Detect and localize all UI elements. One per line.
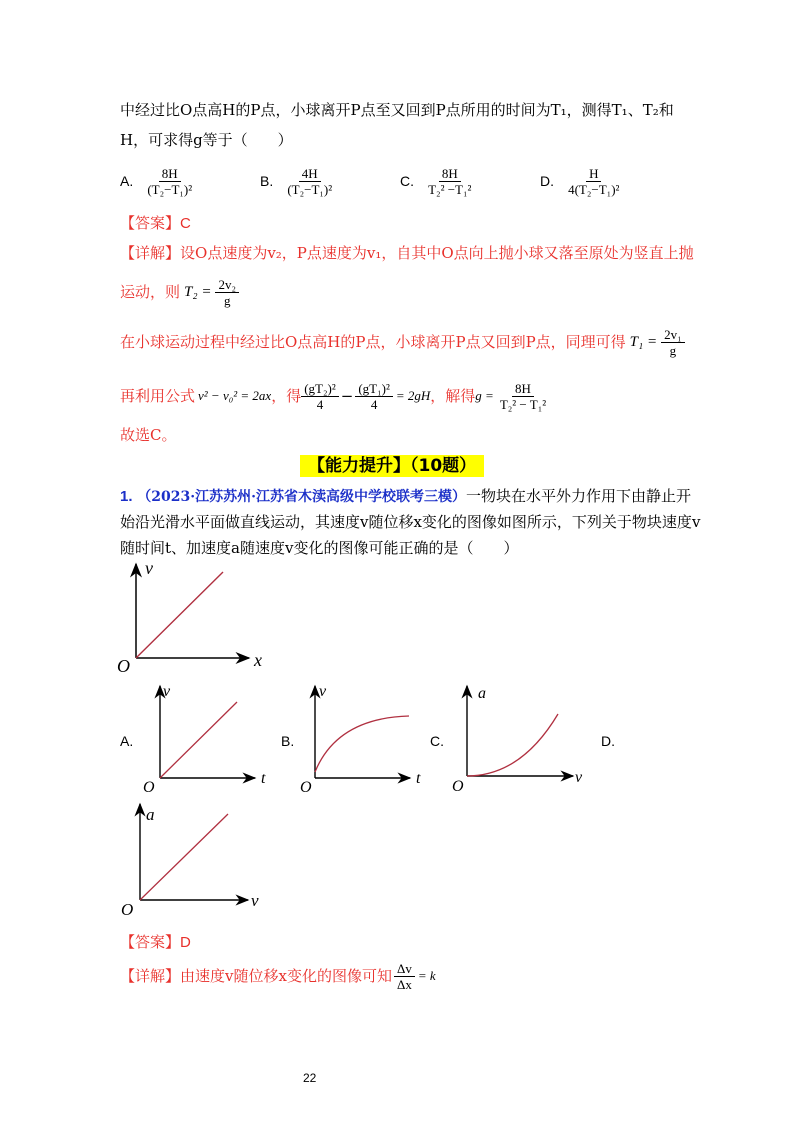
detail-line-1 (120, 243, 694, 263)
q1-answer-line (120, 932, 191, 953)
v-x-line (136, 572, 223, 658)
q1-stem-3: 随时间t、加速度a随速度v变化的图像可能正确的是（ ） (120, 539, 519, 557)
g-den: T₂² − T₁² (499, 396, 547, 412)
detail-text-3-pre: 在小球运动过程中经过比O点高H的P点，小球离开P点又回到P点，同理可得 (120, 333, 626, 351)
conclusion: 故选C。 (120, 426, 177, 444)
graph-b-curve (315, 716, 409, 772)
answer-tag: 【答案】 (120, 214, 181, 232)
graph-d-origin: O (121, 900, 134, 919)
graph-d-y-label: a (146, 805, 155, 824)
section-title (300, 451, 484, 476)
option-d-den: 4(T₂−T₁)² (568, 182, 620, 197)
answer-value: C (180, 215, 191, 232)
f2-den: 4 (370, 396, 378, 412)
f1-den: 4 (316, 396, 324, 412)
option-c-fraction (425, 166, 474, 197)
f1-num: (gT₂)² (301, 381, 339, 397)
minus-sign: − (340, 387, 354, 405)
q1-option-d-label: D. (601, 733, 615, 749)
graph-b-origin: O (300, 779, 312, 796)
q1-source: （2023·江苏苏州·江苏省木渎高级中学校联考三模） (137, 489, 467, 505)
f2-num: (gT₁)² (355, 381, 393, 397)
option-a (120, 166, 195, 197)
graph-c (451, 682, 591, 797)
graph-a-y-label: v (163, 683, 171, 700)
q1-answer-tag: 【答案】 (120, 933, 181, 951)
t1-lhs: T₁ = (629, 334, 658, 350)
problem-text-line-1: 中经过比O点高H的P点，小球离开P点至又回到P点所用的时间为T₁，测得T₁、T₂和 (120, 101, 674, 119)
t1-den: g (669, 342, 677, 358)
graph-d-x-label: v (251, 891, 259, 910)
problem-text-line-2: H，可求得g等于（ ） (120, 131, 293, 149)
v-x-graph (115, 558, 275, 673)
detail-text-2-pre: 运动，则 (120, 283, 181, 301)
q1-option-a-label: A. (120, 733, 134, 749)
q1-detail-num: Δv (394, 961, 415, 977)
g-lhs: g = (475, 388, 494, 403)
q1-detail-den: Δx (396, 976, 412, 992)
q1-line-1 (120, 486, 691, 507)
options-row (120, 158, 680, 204)
graph-c-y-label: a (478, 685, 486, 702)
detail-line-2 (120, 272, 239, 312)
option-a-label: A. (120, 173, 134, 189)
page-number: 22 (303, 1071, 317, 1085)
graph-a-x-label: t (261, 770, 266, 787)
option-c (400, 166, 474, 197)
option-b (260, 166, 335, 197)
option-c-label: C. (400, 173, 414, 189)
option-d (540, 166, 622, 197)
detail-line-3 (120, 322, 685, 362)
q1-detail-tag: 【详解】 (120, 967, 181, 985)
q1-stem-2: 始沿光滑水平面做直线运动，其速度v随位移x变化的图像如图所示，下列关于物块速度v (120, 513, 701, 531)
t2-den: g (223, 292, 231, 308)
graph-b (297, 682, 432, 797)
option-b-num: 4H (299, 166, 321, 182)
f2-fraction (355, 381, 393, 412)
graph-d-line (140, 814, 228, 900)
kinematics-formula: v² − v₀² = 2ax (198, 388, 272, 403)
graph-a-line (160, 702, 237, 778)
answer-line (120, 213, 191, 234)
option-b-label: B. (260, 173, 274, 189)
x-axis-label: x (254, 650, 262, 670)
graph-a (143, 682, 278, 797)
option-c-den: T₂² −T₁² (428, 182, 472, 197)
detail-tag: 【详解】 (120, 244, 181, 262)
option-b-den: (T₂−T₁)² (287, 182, 333, 197)
q1-option-b-label: B. (281, 733, 295, 749)
q1-answer-value: D (180, 934, 191, 951)
graph-b-x-label: t (416, 770, 421, 787)
f1-fraction (301, 381, 339, 412)
graph-c-origin: O (452, 778, 464, 795)
t2-num: 2v₂ (215, 277, 239, 293)
t2-lhs: T₂ = (184, 284, 212, 300)
option-b-fraction (284, 166, 335, 197)
q1-detail-text: 由速度v随位移x变化的图像可知 (180, 967, 392, 985)
section-title-text: 【能力提升】（10题） (300, 455, 484, 477)
option-a-fraction (144, 166, 195, 197)
q1-number: 1. (120, 488, 133, 505)
detail-text-4-pre: 再利用公式 (120, 387, 196, 405)
graph-b-y-label: v (319, 683, 327, 700)
g-fraction (497, 381, 549, 412)
graph-a-origin: O (143, 779, 155, 796)
graph-d (118, 800, 278, 920)
detail-text-4-solve: ，解得 (430, 387, 476, 405)
option-d-num: H (586, 166, 601, 182)
q1-detail-fraction (394, 961, 415, 992)
q1-option-c-label: C. (430, 733, 444, 749)
t2-fraction (215, 277, 239, 308)
eq-2gh: = 2gH (395, 388, 431, 403)
t1-fraction (661, 327, 685, 358)
option-a-num: 8H (159, 166, 181, 182)
q1-detail-line (120, 956, 436, 996)
detail-text-1: 设O点速度为v₂，P点速度为v₁，自其中O点向上抛小球又落至原处为竖直上抛 (180, 244, 694, 262)
option-c-num: 8H (439, 166, 461, 182)
g-num: 8H (512, 381, 534, 397)
graph-c-x-label: v (575, 769, 583, 786)
q1-detail-eq: = k (417, 968, 436, 983)
origin-label: O (117, 656, 130, 673)
t1-num: 2v₁ (661, 327, 685, 343)
option-d-label: D. (540, 173, 554, 189)
graph-c-curve (467, 714, 558, 776)
detail-text-4-mid: ，得 (271, 387, 302, 405)
option-d-fraction (565, 166, 622, 197)
y-axis-label: v (145, 558, 153, 578)
detail-line-4 (120, 374, 549, 418)
option-a-den: (T₂−T₁)² (147, 182, 193, 197)
q1-stem-1: 一物块在水平外力作用下由静止开 (466, 487, 692, 505)
